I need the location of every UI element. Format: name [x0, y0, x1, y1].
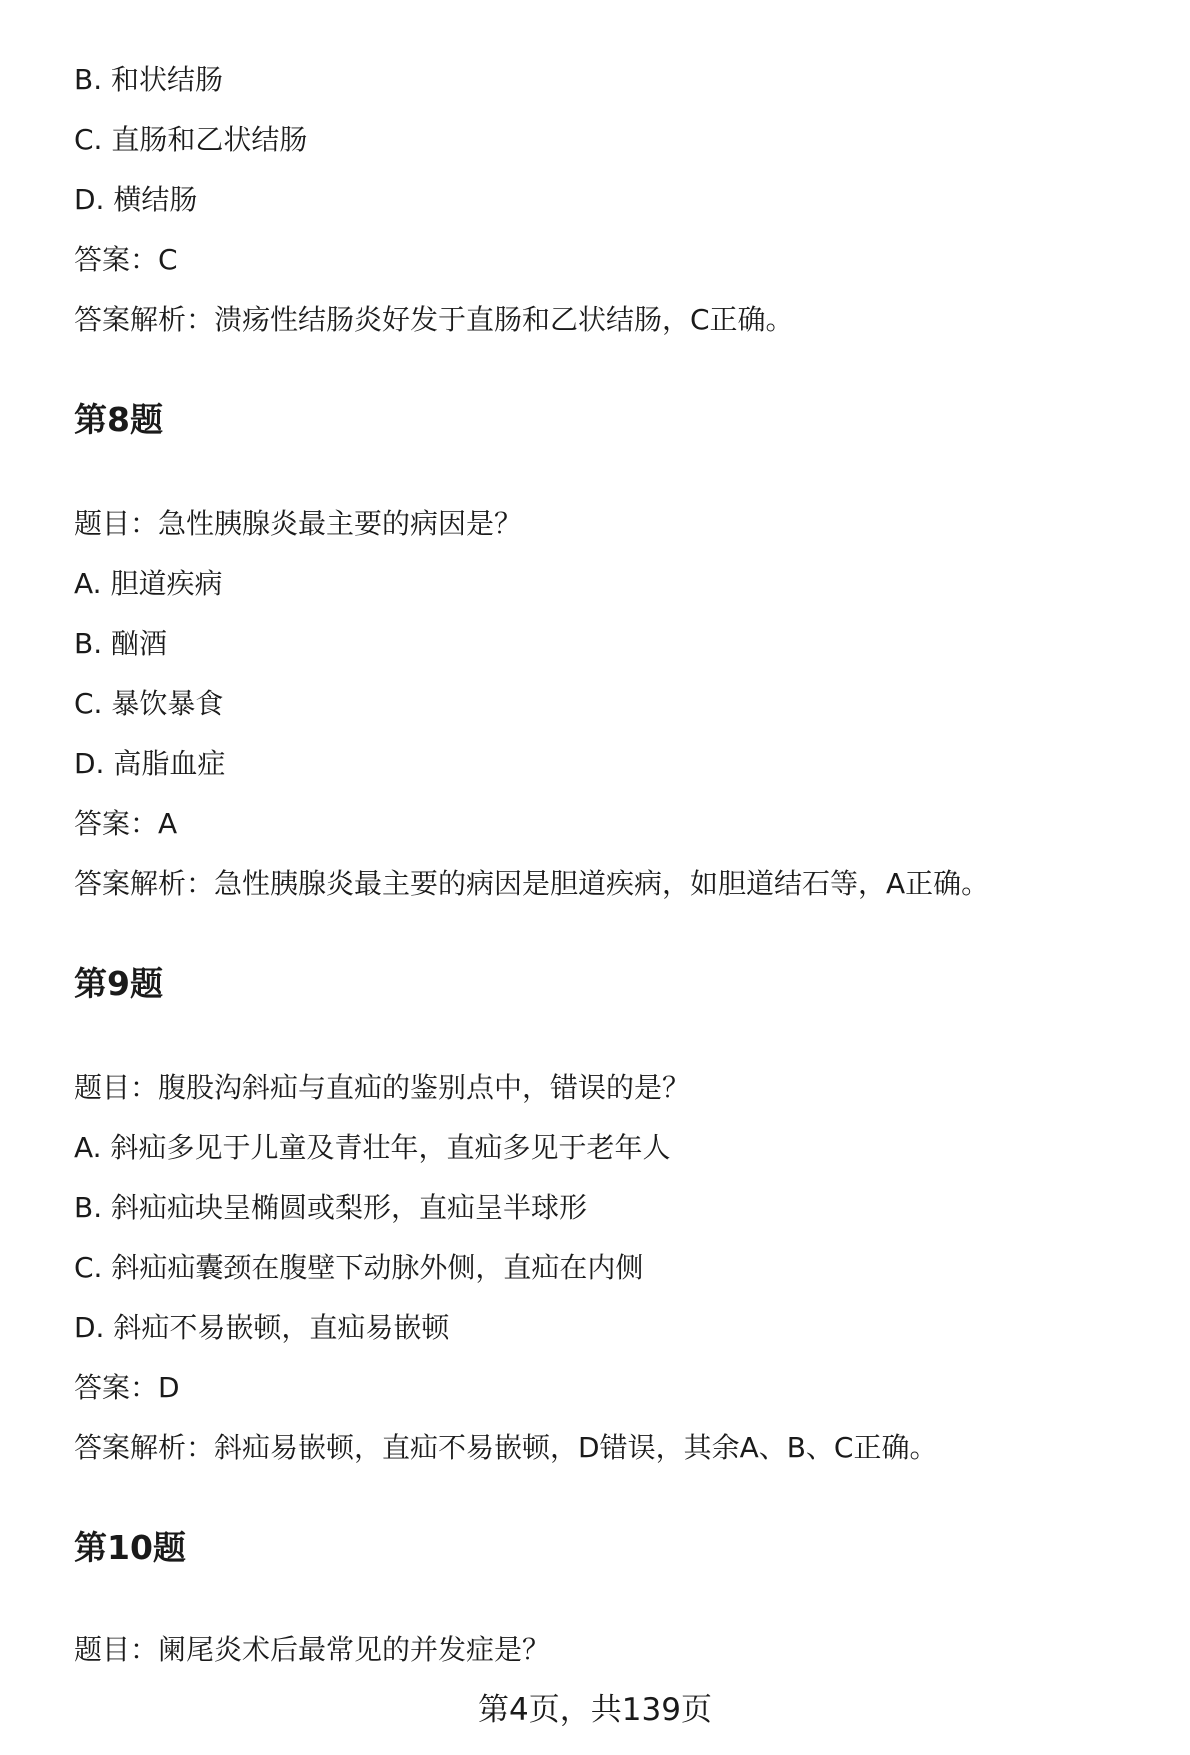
q7-explanation: 答案解析：溃疡性结肠炎好发于直肠和乙状结肠，C正确。	[74, 303, 794, 336]
q9-option-c: C. 斜疝疝囊颈在腹壁下动脉外侧，直疝在内侧	[74, 1251, 644, 1284]
q8-option-b: B. 酗酒	[74, 627, 168, 660]
q7-answer: 答案：C	[74, 243, 178, 276]
q10-heading: 第10题	[74, 1528, 186, 1567]
q9-question: 题目：腹股沟斜疝与直疝的鉴别点中，错误的是？	[74, 1071, 691, 1104]
q8-answer: 答案：A	[74, 807, 178, 840]
q7-option-d: D. 横结肠	[74, 183, 198, 216]
q9-answer: 答案：D	[74, 1371, 180, 1404]
q8-option-a: A. 胆道疾病	[74, 567, 223, 600]
q9-option-b: B. 斜疝疝块呈椭圆或梨形，直疝呈半球形	[74, 1191, 588, 1224]
q8-explanation: 答案解析：急性胰腺炎最主要的病因是胆道疾病，如胆道结石等，A正确。	[74, 867, 990, 900]
q8-question: 题目：急性胰腺炎最主要的病因是？	[74, 507, 523, 540]
q9-option-a: A. 斜疝多见于儿童及青壮年，直疝多见于老年人	[74, 1131, 671, 1164]
q9-heading: 第9题	[74, 964, 163, 1003]
q7-option-b: B. 和状结肠	[74, 63, 224, 96]
q7-option-c: C. 直肠和乙状结肠	[74, 123, 308, 156]
q9-option-d: D. 斜疝不易嵌顿，直疝易嵌顿	[74, 1311, 450, 1344]
q8-option-c: C. 暴饮暴食	[74, 687, 224, 720]
q10-question: 题目：阑尾炎术后最常见的并发症是？	[74, 1633, 551, 1666]
q9-explanation: 答案解析：斜疝易嵌顿，直疝不易嵌顿，D错误，其余A、B、C正确。	[74, 1431, 938, 1464]
page-number: 第4页，共139页	[478, 1692, 712, 1728]
q8-heading: 第8题	[74, 400, 163, 439]
q8-option-d: D. 高脂血症	[74, 747, 226, 780]
